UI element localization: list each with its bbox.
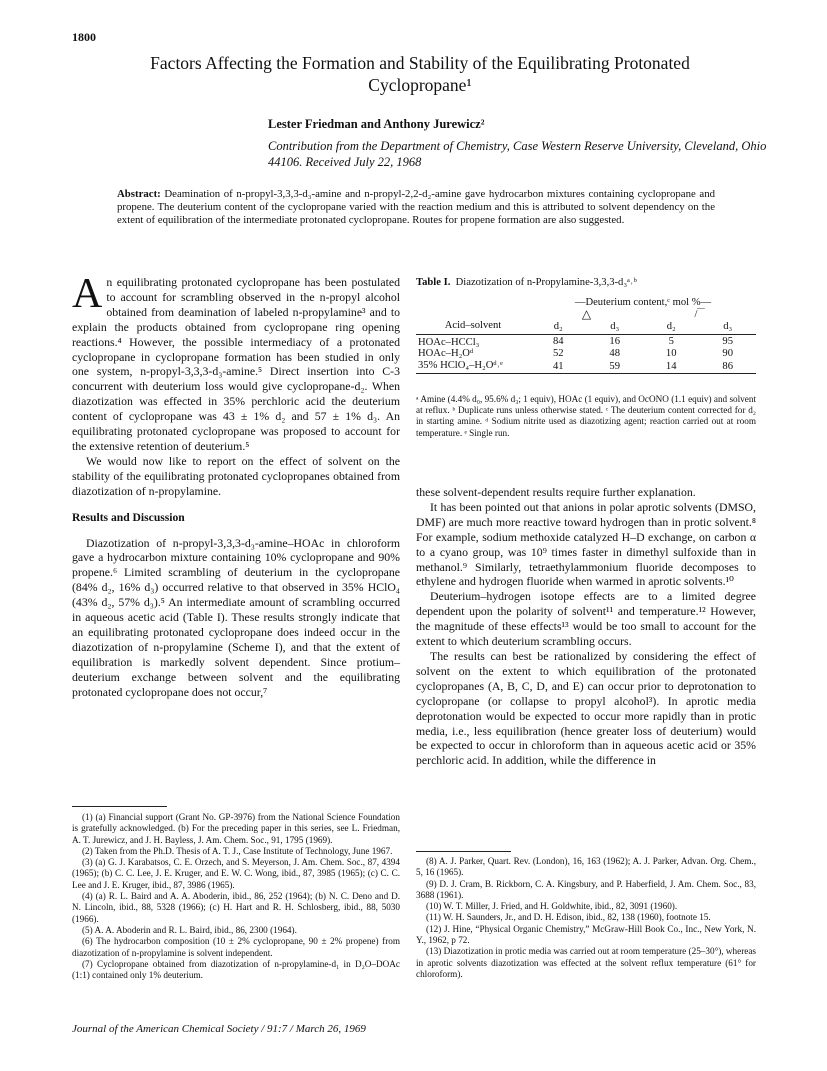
table-row <box>416 360 756 374</box>
affiliation: Contribution from the Department of Chemistry, Case Western Reserve University, Cleveland, Ohio 44106. Received July 22, 1968 <box>268 139 767 169</box>
intro-text: n equilibrating protonated cyclopropane has been postulated to account for scrambling observed in the n-propyl alcohol obtained from deamination of labeled n-propylamine³ and to explain the products obtained from cyclopropane ring opening reactions.⁴ However, the possible intermediacy of a protonated cyclopropane in cyclopropane formation has been studied in only one system, n-propyl-3,3,3-d₃-amine.⁵ Direct insertion into C-3 concurrent with deuterium loss would give cyclopropane-d₂. When diazotization was effected in 35% perchloric acid the deuterium content of cyclopropane was 43 ± 1% d₂ and 57 ± 1% d₃. An equilibrating protonated cyclopropane was proposed to account for the extensive retention of deuterium.⁵ <box>72 275 400 453</box>
table-cell: 35% HClO₄–H₂Oᵈ˒ᵉ <box>418 359 503 371</box>
column-header: d₂ <box>553 321 563 332</box>
paragraph-r2: It has been pointed out that anions in polar aprotic solvents (DMSO, DMF) are much more reactive toward hydrogen than in protic solvent.⁸ For example, sodium methoxide catalyzed H–D exchange, on carbon α to a cyano group, was 10⁹ times faster in dimethyl sulfoxide than in methanol.⁹ Similarly, tetraethylammonium fluoride decomposes to ethylene and hydrogen fluoride when warmed in aprotic solvents.¹⁰ <box>416 499 756 589</box>
column-header: d₃ <box>723 321 733 332</box>
table-cell: 90 <box>722 348 734 359</box>
paragraph-r4: The results can best be rationalized by considering the effect of solvent on the extent to which equilibration of the protonated cyclopropanes (A, B, C, D, and E) can occur prior to deprotonation to cyclopropane (or collapse to propyl alcohol³). In aprotic media deprotonation would be expected to occur more rapidly than in protic media, i.e., less equilibration (hence greater loss of deuterium) would be expected to occur in chloroform than in aqueous acetic acid or 35% perchloric acid. In addition, while the difference in <box>416 648 756 768</box>
footnote: (10) W. T. Miller, J. Fried, and H. Goldwhite, ibid., 82, 3091 (1960). <box>426 901 678 912</box>
footnote: (5) A. A. Aboderin and R. L. Baird, ibid., 86, 2300 (1964). <box>82 924 297 935</box>
table-cell: HOAc–HCCl₃ <box>418 336 480 348</box>
table-cell: 84 <box>552 335 564 347</box>
table-cell: 48 <box>609 348 621 359</box>
table-cell: 5 <box>668 335 674 347</box>
footnote: (9) D. J. Cram, B. Rickborn, C. A. Kingsbury, and P. Haberfield, J. Am. Chem. Soc., 83, 3688 (1961). <box>416 878 756 900</box>
paragraph-2: We would now like to report on the effect of solvent on the stability of the equilibrating protonated cyclopropanes obtained from diazotization of n-propylamine. <box>72 453 400 498</box>
table-caption-text: Diazotization of n-Propylamine-3,3,3-d₃ᵃ˒ᵇ <box>455 277 637 288</box>
footnote: (11) W. H. Saunders, Jr., and D. H. Edison, ibid., 82, 138 (1960), footnote 15. <box>426 912 711 923</box>
abstract <box>117 188 715 228</box>
footnote: (3) (a) G. J. Karabatsos, C. E. Orzech, and S. Meyerson, J. Am. Chem. Soc., 87, 4394 (1965); (b) C. C. Lee, J. E. Kruger, and E. W. C. Wong, ibid., 87, 3985 (1965); (c) C. C. Lee and J. E. Kruger, ibid., 87, 3986 (1965). <box>72 857 400 890</box>
footnote: (12) J. Hine, “Physical Organic Chemistry,” McGraw-Hill Book Co., Inc., New York, N. Y., 1962, p 72. <box>416 923 756 946</box>
footnote: (4) (a) R. L. Baird and A. A. Aboderin, ibid., 86, 252 (1964); (b) N. C. Deno and D. N. Lincoln, ibid., 88, 5328 (1966); (c) H. Hart and R. H. Schlosberg, ibid., 88, 5030 (1966). <box>72 891 400 924</box>
footnote-rule <box>416 851 511 852</box>
column-header: Acid–solvent <box>444 320 502 331</box>
left-column <box>72 271 400 699</box>
table-cell: 95 <box>722 335 734 347</box>
table-cell: 10 <box>665 348 677 359</box>
footnote: (6) The hydrocarbon composition (10 ± 2% cyclopropane, 90 ± 2% propene) from diazotization of n-propylamine is solvent independent. <box>72 936 400 958</box>
drop-cap: A <box>72 271 103 317</box>
paragraph-3: Diazotization of n-propyl-3,3,3-d₃-amine–HOAc in chloroform gave a hydrocarbon mixture containing 10% cyclopropane and 90% propene.⁶ Limited scrambling of deuterium in the cyclopropane (84% d₂, 16% d₃) occurred relative to that observed in 35% HClO₄ (43% d₂, 57% d₃).⁵ An intermediate amount of scrambling occurred in aqueous acetic acid (Table I). These results strongly indicate that an equilibrating protonated cyclopropane does indeed occur in the diazotization of n-propylamine (Scheme I), and that the extent of equilibration is markedly solvent dependent. Since protium–deuterium exchange between solvent and the equilibrating protonated cyclopropane does not occur,⁷ <box>72 535 400 699</box>
table-caption <box>416 277 756 288</box>
page-number: 1800 <box>72 30 96 44</box>
table-cell: 86 <box>722 360 734 372</box>
footnote: (8) A. J. Parker, Quart. Rev. (London), 16, 163 (1962); A. J. Parker, Advan. Org. Chem., 5, 16 (1965). <box>416 856 756 878</box>
table-notes: ᵃ Amine (4.4% d₀, 95.6% d₃; 1 equiv), HOAc (1 equiv), and OcONO (1.1 equiv) and solvent at reflux. ᵇ Duplicate runs unless otherwise stated. ᶜ The deuterium content corrected for d₂ in starting amine. ᵈ Sodium nitrite used as diazotizing agent; reaction carried out at room temperature. ᵉ Single run. <box>416 394 756 438</box>
cyclopropane-symbol: △ <box>581 306 592 321</box>
table-caption-label: Table I. <box>416 277 451 288</box>
table-cell: 41 <box>552 360 564 372</box>
footnote: (1) (a) Financial support (Grant No. GP-3976) from the National Science Foundation is gratefully acknowledged. (b) For the preceding paper in this series, see L. Friedman, A. T. Jurewicz, and J. H. Bayless, J. Am. Chem. Soc., 91, 1795 (1969). <box>72 812 400 845</box>
table-cell: 14 <box>665 360 677 372</box>
intro-paragraph <box>72 271 400 454</box>
section-heading: Results and Discussion <box>72 510 185 524</box>
right-column <box>416 485 756 768</box>
table-cell: 16 <box>609 335 621 347</box>
column-header: d₂ <box>666 321 676 332</box>
group-header: —Deuterium content,ᶜ mol %— <box>574 297 712 308</box>
table-header-row <box>416 320 756 334</box>
data-table <box>416 297 756 374</box>
footnote: (7) Cyclopropane obtained from diazotization of n-propylamine-d₁ in D₂O–DOAc (1:1) contained only 1% deuterium. <box>72 958 400 981</box>
paragraph-r1: these solvent-dependent results require further explanation. <box>416 485 696 499</box>
footnote-rule <box>72 806 167 807</box>
right-footnotes <box>416 856 756 980</box>
table-row <box>416 348 756 360</box>
abstract-text: Deamination of n-propyl-3,3,3-d₃-amine and n-propyl-2,2-d₂-amine gave hydrocarbon mixtures containing cyclopropane and propene. The deuterium content of the cyclopropane varied with the reaction medium and this is attributed to solvent dependency on the extent of equilibration of the intermediate protonated cyclopropane. Routes for propene formation are also suggested. <box>117 188 715 227</box>
table-symbol-row <box>416 309 756 321</box>
left-footnotes <box>72 812 400 981</box>
footnote: (2) Taken from the Ph.D. Thesis of A. T. J., Case Institute of Technology, June 1967. <box>82 845 393 856</box>
journal-footer: Journal of the American Chemical Society / 91:7 / March 26, 1969 <box>72 1023 366 1035</box>
abstract-label: Abstract: <box>117 188 161 200</box>
paper-title: Factors Affecting the Formation and Stability of the Equilibrating Protonated Cyclopropane¹ <box>150 53 690 95</box>
paragraph-r3: Deuterium–hydrogen isotope effects are to a limited degree dependent upon the polarity of solvent¹¹ and temperature.¹² However, the magnitude of these effects¹³ would be too small to account for the extent to which deuterium scrambling occurs. <box>416 589 756 649</box>
footnote: (13) Diazotization in protic media was carried out at room temperature (25–30°), whereas in aprotic solvents diazotization was effected at the solvent reflux temperature (61° for chloroform). <box>416 946 756 979</box>
propene-symbol: /‾‾ <box>694 308 705 320</box>
table-cell: 59 <box>609 360 621 372</box>
table-row <box>416 334 756 348</box>
table-cell: HOAc–H₂Oᵈ <box>418 348 474 359</box>
table-cell: 52 <box>552 348 564 359</box>
authors: Lester Friedman and Anthony Jurewicz² <box>268 117 485 131</box>
column-header: d₃ <box>610 321 620 332</box>
